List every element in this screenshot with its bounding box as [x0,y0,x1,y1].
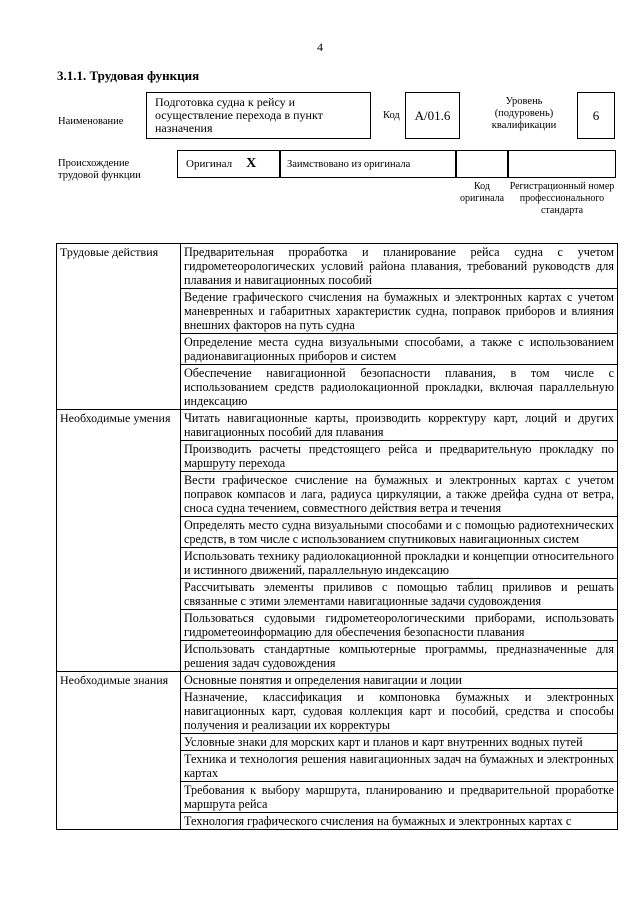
list-item: Основные понятия и определения навигации и лоции [181,672,618,689]
function-name-field: Подготовка судна к рейсу и осуществление перехода в пункт назначения [146,92,371,139]
table-row [57,410,618,441]
borrowed-cell [280,150,456,178]
list-item: Ведение графического счисления на бумажных и электронных картах с учетом маневренных и габаритных характеристик судна, поправок приборов и влияния внешних факторов на путь судна [181,289,618,334]
function-code-field: А/01.6 [405,92,460,139]
list-item: Читать навигационные карты, производить корректуру карт, лоций и других навигационных пособий для плавания [181,410,618,441]
qualification-level-field: 6 [577,92,615,139]
list-item: Вести графическое счисление на бумажных и электронных картах с учетом поправок компасов и лага, радиуса циркуляции, а также дрейфа судна от ветра, сноса судна течением, совместного действия ветра и течения [181,472,618,517]
section-title: 3.1.1. Трудовая функция [57,68,200,83]
section-title-labor-actions: Трудовые действия [57,244,181,410]
code-label: Код [383,110,400,121]
code-original-cell [456,150,508,178]
original-cell [177,150,280,178]
section-title-skills: Необходимые умения [57,410,181,672]
page-number: 4 [317,40,323,54]
original-mark: X [246,156,257,171]
code-original-label: Код оригинала [459,181,505,204]
list-item: Рассчитывать элементы приливов с помощью таблиц приливов и решать связанные с этими элементами навигационные задачи судовождения [181,579,618,610]
origin-label: Происхождение трудовой функции [58,158,141,181]
list-item: Условные знаки для морских карт и планов и карт внутренних водных путей [181,734,618,751]
list-item: Использовать технику радиолокационной прокладки и концепции относительного и истинного движений, параллельную индексацию [181,548,618,579]
list-item: Предварительная проработка и планирование рейса судна с учетом гидрометеорологических условий района плавания, требований руководств для плавания и навигационных пособий [181,244,618,289]
list-item: Производить расчеты предстоящего рейса и предварительную прокладку по маршруту перехода [181,441,618,472]
borrowed-label: Заимствовано из оригинала [287,158,411,170]
list-item: Техника и технология решения навигационных задач на бумажных и электронных картах [181,751,618,782]
list-item: Определение места судна визуальными способами, а также с использованием радионавигационных приборов и систем [181,334,618,365]
section-title-knowledge: Необходимые знания [57,672,181,830]
reg-number-label: Регистрационный номер профессионального стандарта [509,181,615,216]
table-row [57,244,618,289]
list-item: Пользоваться судовыми гидрометеорологическими приборами, использовать гидрометеоинформацию для обеспечения безопасности плавания [181,610,618,641]
level-label: Уровень (подуровень) квалификации [491,96,557,131]
list-item: Требования к выбору маршрута, планированию и предварительной проработке маршрута рейса [181,782,618,813]
list-item: Обеспечение навигационной безопасности плавания, в том числе с использованием средств радиолокационной прокладки, включая параллельную индексацию [181,365,618,410]
reg-number-cell [508,150,616,178]
original-label: Оригинал [186,158,233,170]
function-table [56,243,618,830]
list-item: Определять место судна визуальными способами и с помощью радиотехнических средств, в том числе с использованием спутниковых навигационных систем [181,517,618,548]
list-item: Технология графического счисления на бумажных и электронных картах с [181,813,618,830]
list-item: Назначение, классификация и компоновка бумажных и электронных навигационных карт, судовая коллекция карт и пособий, средства и способы получения и реализации их корректуры [181,689,618,734]
name-label: Наименование [58,116,124,127]
table-row [57,672,618,689]
list-item: Использовать стандартные компьютерные программы, предназначенные для решения задач судовождения [181,641,618,672]
